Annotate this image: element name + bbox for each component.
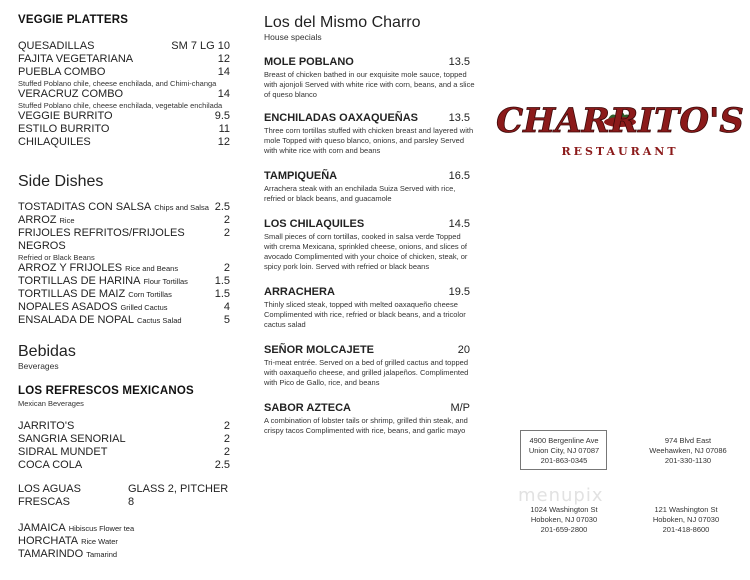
- menu-item: VERACRUZ COMBO 14: [18, 88, 230, 100]
- menu-item: ESTILO BURRITO 11: [18, 123, 230, 135]
- aguas-list: [18, 522, 230, 561]
- special-item: [264, 344, 476, 388]
- veggie-platters-title: VEGGIE PLATTERS: [18, 14, 129, 26]
- house-specials-title: Los del Mismo Charro: [264, 14, 421, 31]
- special-item-desc: Arrachera steak with an enchilada Suiza Served with rice, refried or black beans, and guacamole: [264, 184, 456, 203]
- menu-item-desc: Stuffed Poblano chile, cheese enchilada, vegetable enchilada: [18, 101, 223, 110]
- menu-column-left: [18, 14, 230, 561]
- sides-list: [18, 201, 230, 327]
- side-dishes-title: Side Dishes: [18, 173, 104, 190]
- menu-item-desc: Refried or Black Beans: [18, 253, 95, 262]
- address-hoboken-1: 1024 Washington St Hoboken, NJ 07030 201-659-2800: [530, 505, 598, 534]
- special-item-price: 14.5: [448, 218, 470, 230]
- special-item: [264, 402, 476, 436]
- bebidas-subtitle: Beverages: [18, 361, 59, 371]
- special-item-name: SABOR AZTECA: [264, 402, 351, 414]
- special-item-desc: Small pieces of corn tortillas, cooked in salsa verde Topped with crema Mexicana, sprinkled cheese, onions, and slices of avocado Complimented with your choice of chicken, steak, or spicy pork loin. Served with refried or black beans: [264, 232, 468, 271]
- menu-item: ARROZ Y FRIJOLES Rice and Beans 2: [18, 262, 230, 274]
- menu-item: JARRITO'S 2: [18, 420, 230, 432]
- special-item-desc: Thinly sliced steak, topped with melted oaxaqueño cheese Complimented with rice, refried or black beans, and a tricolor cactus salad: [264, 300, 466, 329]
- special-item-desc: A combination of lobster tails or shrimp, grilled thin steak, and crispy tacos Complimented with rice, beans, and garlic mayo: [264, 416, 468, 435]
- special-item-desc: Breast of chicken bathed in our exquisite mole sauce, topped with ajonjoli Served with white rice with corn, beans, and a slice of queso blanco: [264, 70, 475, 99]
- special-item-price: 20: [457, 344, 470, 356]
- menu-item: FAJITA VEGETARIANA 12: [18, 53, 230, 65]
- special-item-name: LOS CHILAQUILES: [264, 218, 365, 230]
- menu-item: COCA COLA 2.5: [18, 459, 230, 471]
- logo-name: CHARRITO'S: [496, 101, 744, 141]
- restaurant-logo: [496, 92, 744, 162]
- special-item-price: 13.5: [448, 56, 470, 68]
- menu-item: TORTILLAS DE HARINA Flour Tortillas 1.5: [18, 275, 230, 287]
- special-item: [264, 218, 476, 272]
- menu-item: HORCHATA Rice Water: [18, 535, 118, 547]
- special-item: [264, 286, 476, 330]
- special-item-price: M/P: [450, 402, 470, 414]
- address-union-city: 4900 Bergenline Ave Union City, NJ 07087 201-863-0345: [528, 436, 600, 465]
- veggie-list: [18, 40, 230, 149]
- menu-item: TORTILLAS DE MAIZ Corn Tortillas 1.5: [18, 288, 230, 300]
- menu-column-center: [264, 14, 476, 436]
- refrescos-title: LOS REFRESCOS MEXICANOS: [18, 385, 194, 397]
- logo-subtitle: RESTAURANT: [561, 145, 679, 158]
- address-hoboken-2: 121 Washington St Hoboken, NJ 07030 201-418-8600: [652, 505, 720, 534]
- special-item-name: ARRACHERA: [264, 286, 335, 298]
- menu-item-desc: Stuffed Poblano chile, cheese enchilada, and Chimi-changa: [18, 79, 217, 88]
- menu-item: SIDRAL MUNDET 2: [18, 446, 230, 458]
- special-item-desc: Tri-meat entrée. Served on a bed of grilled cactus and topped with oaxaqueño cheese, and grilled jalapeños. Complimented with Pico de Gallo, rice, and beans: [264, 358, 469, 387]
- special-item-desc: Three corn tortillas stuffed with chicken breast and layered with mole Topped with queso blanco, onions, and parsley Served with white rice with corn and beans: [264, 126, 474, 155]
- menu-item: CHILAQUILES 12: [18, 136, 230, 148]
- watermark: menupix: [518, 485, 604, 506]
- menu-item: ARROZ Rice 2: [18, 214, 230, 226]
- aguas-header: LOS AGUAS FRESCAS GLASS 2, PITCHER 8: [18, 483, 229, 508]
- logo-graphic: [496, 92, 744, 162]
- house-specials-subtitle: House specials: [264, 32, 322, 42]
- special-item: [264, 170, 476, 204]
- menu-item: TOSTADITAS CON SALSA Chips and Salsa 2.5: [18, 201, 230, 213]
- special-item: [264, 56, 476, 100]
- special-item-name: SEÑOR MOLCAJETE: [264, 344, 375, 356]
- special-item-name: MOLE POBLANO: [264, 56, 354, 68]
- special-item-name: ENCHILADAS OAXAQUEÑAS: [264, 112, 419, 124]
- menu-item: PUEBLA COMBO 14: [18, 66, 230, 78]
- refrescos-list: [18, 420, 230, 472]
- special-item-price: 19.5: [448, 286, 470, 298]
- menu-item: ENSALADA DE NOPAL Cactus Salad 5: [18, 314, 230, 326]
- refrescos-subtitle: Mexican Beverages: [18, 399, 84, 408]
- special-item: [264, 112, 476, 156]
- menu-item: VEGGIE BURRITO 9.5: [18, 110, 230, 122]
- menu-item: SANGRIA SENORIAL 2: [18, 433, 230, 445]
- special-item-price: 13.5: [448, 112, 470, 124]
- menu-item: NOPALES ASADOS Grilled Cactus 4: [18, 301, 230, 313]
- menu-item: FRIJOLES REFRITOS/FRIJOLES NEGROS 2: [18, 227, 230, 252]
- bebidas-title: Bebidas: [18, 343, 76, 360]
- menu-item: JAMAICA Hibiscus Flower tea: [18, 522, 135, 534]
- address-weehawken: 974 Blvd East Weehawken, NJ 07086 201-330-1130: [649, 436, 727, 465]
- special-item-name: TAMPIQUEÑA: [264, 170, 338, 182]
- menu-item: TAMARINDO Tamarind: [18, 548, 118, 560]
- menu-item: QUESADILLAS SM 7 LG 10: [18, 40, 230, 52]
- special-item-price: 16.5: [448, 170, 470, 182]
